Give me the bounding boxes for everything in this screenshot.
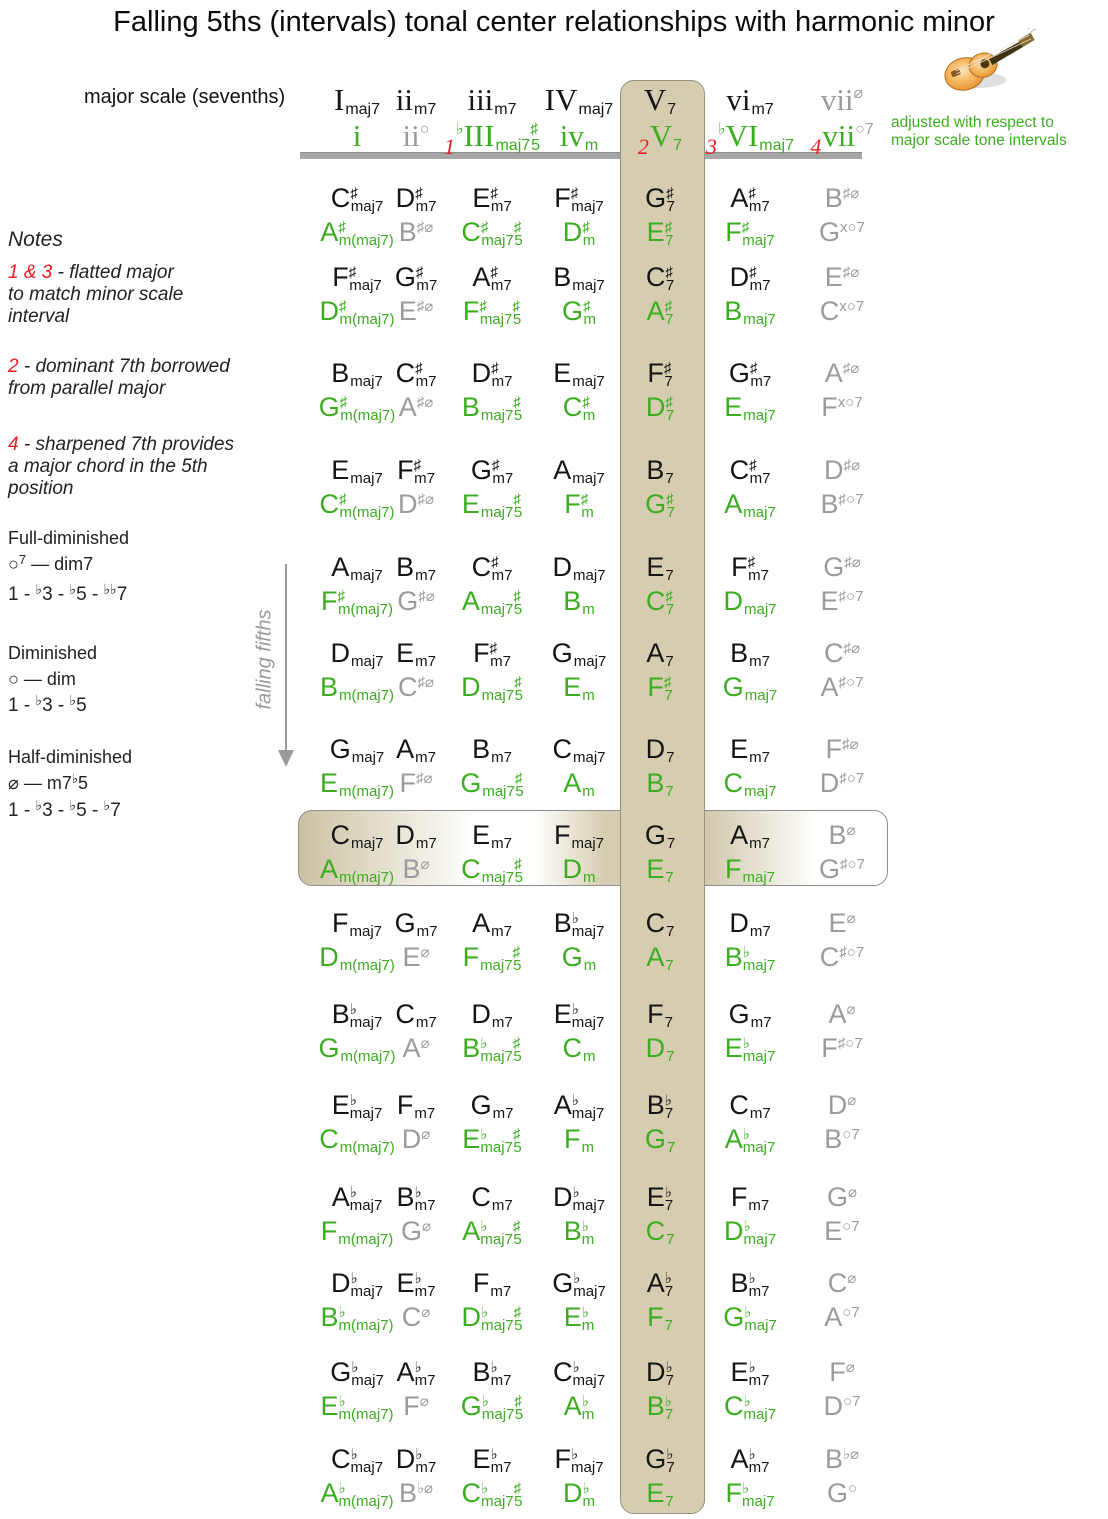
chord-minor-r3-c1: G♯m(maj7)	[318, 392, 396, 424]
chord-minor-r6-c6: Gmaj7	[722, 672, 778, 704]
chord-minor-r3-c5: D♯7	[645, 392, 675, 424]
chord-major-r5-c4: Dmaj7	[552, 552, 606, 584]
chord-major-r14-c2: A♭m7	[396, 1357, 436, 1389]
diminished-formula: 1 - ♭3 - ♭5	[8, 692, 87, 716]
chord-major-r13-c5: A♭7	[646, 1268, 674, 1300]
note-1-cont2: interval	[8, 306, 70, 327]
chart-title: Falling 5ths (intervals) tonal center relationships with harmonic minor	[113, 6, 995, 38]
chord-minor-r9-c1: Dm(maj7)	[319, 942, 395, 974]
chord-minor-r12-c7: E○7	[824, 1216, 860, 1246]
chord-minor-r4-c4: F♯m	[564, 489, 594, 521]
chord-minor-r5-c2: G♯⌀	[397, 586, 435, 616]
chord-major-r10-c6: Gm7	[728, 999, 772, 1031]
chord-minor-r2-c1: D♯m(maj7)	[319, 296, 395, 328]
chord-major-r3-c4: Emaj7	[553, 358, 605, 390]
chord-major-r9-c4: B♭maj7	[553, 908, 605, 940]
chord-major-r11-c5: B♭7	[646, 1090, 674, 1122]
chord-minor-r9-c5: A7	[646, 942, 674, 974]
chord-minor-r13-c5: F7	[647, 1302, 673, 1334]
chord-major-r2-c3: A♯m7	[472, 262, 512, 294]
chord-minor-r9-c6: B♭maj7	[724, 942, 776, 974]
chord-major-r11-c4: A♭maj7	[553, 1090, 605, 1122]
chord-major-r4-c7: D♯⌀	[823, 455, 861, 485]
chord-minor-r8-c2: B⌀	[402, 854, 430, 884]
chord-minor-r11-c1: Cm(maj7)	[319, 1124, 395, 1156]
chord-major-r4-c1: Emaj7	[331, 455, 383, 487]
chord-major-r10-c7: A⌀	[828, 999, 856, 1029]
chord-major-r4-c4: Amaj7	[553, 455, 605, 487]
header-major-degree: iiim7	[467, 82, 517, 118]
chord-minor-r13-c4: E♭m	[563, 1302, 595, 1334]
chord-major-r8-c1: Cmaj7	[330, 820, 384, 852]
chord-major-r12-c1: A♭maj7	[331, 1182, 383, 1214]
chord-major-r15-c6: A♭m7	[730, 1444, 770, 1476]
chord-minor-r14-c6: C♭maj7	[723, 1391, 777, 1423]
chord-minor-r15-c1: A♭m(maj7)	[320, 1478, 394, 1510]
chord-major-r2-c6: D♯m7	[729, 262, 771, 294]
chord-minor-r2-c4: G♯m	[561, 296, 596, 328]
chord-major-r3-c5: F♯7	[647, 358, 673, 390]
chord-major-r1-c1: C♯maj7	[330, 183, 384, 215]
chord-major-r14-c1: G♭maj7	[330, 1357, 384, 1389]
header-major-degree: V7	[643, 82, 677, 118]
chord-minor-r2-c6: Bmaj7	[724, 296, 776, 328]
chord-major-r8-c7: B⌀	[828, 820, 856, 850]
chord-major-r7-c2: Am7	[396, 734, 436, 766]
chord-minor-r6-c1: Bm(maj7)	[319, 672, 394, 704]
note-1-cont1: to match minor scale	[8, 284, 184, 305]
header-minor-degree: 4vii○7	[810, 118, 874, 159]
chord-major-r13-c1: D♭maj7	[330, 1268, 384, 1300]
chord-major-r15-c3: E♭m7	[472, 1444, 512, 1476]
chord-major-r5-c5: E7	[646, 552, 674, 584]
chord-minor-r12-c2: G⌀	[400, 1216, 432, 1246]
chord-major-r9-c2: Gm7	[394, 908, 438, 940]
chord-minor-r4-c2: D♯⌀	[397, 489, 435, 519]
chord-major-r10-c3: Dm7	[471, 999, 513, 1031]
chord-minor-r12-c6: D♭maj7	[723, 1216, 777, 1248]
chord-minor-r3-c7: Fx○7	[821, 392, 863, 422]
chord-minor-r10-c7: F♯○7	[821, 1033, 863, 1063]
chord-major-r2-c1: F♯maj7	[332, 262, 382, 294]
header-minor-degree: 1♭IIImaj7♯5	[443, 118, 541, 159]
header-minor-degree: i	[352, 118, 362, 153]
chord-major-r9-c6: Dm7	[729, 908, 771, 940]
diminished-symbol: ○ — dim	[8, 669, 76, 689]
chord-minor-r15-c5: E7	[646, 1478, 674, 1510]
chord-major-r6-c5: A7	[646, 638, 674, 670]
chord-minor-r1-c2: B♯⌀	[398, 217, 434, 247]
note-2-text: - dominant 7th borrowed	[18, 356, 230, 377]
chord-minor-r15-c4: D♭m	[562, 1478, 596, 1510]
caption-line-2: major scale tone intervals	[891, 132, 1067, 149]
chord-minor-r13-c6: G♭maj7	[723, 1302, 777, 1334]
chord-major-r8-c5: G7	[644, 820, 676, 852]
note-2-number: 2	[8, 356, 19, 377]
chord-minor-r14-c1: E♭m(maj7)	[320, 1391, 394, 1423]
chord-minor-r9-c7: C♯○7	[819, 942, 865, 972]
chord-major-r8-c6: Am7	[730, 820, 770, 852]
header-minor-degree: ii○	[402, 118, 430, 153]
header-major-degree: vii⌀	[820, 82, 864, 117]
chord-minor-r7-c5: B7	[646, 768, 674, 800]
chord-major-r8-c3: Em7	[472, 820, 512, 852]
header-minor-degree: 2V7	[637, 118, 683, 159]
note-3-text: - sharpened 7th provides	[18, 434, 235, 455]
chord-minor-r3-c2: A♯⌀	[398, 392, 434, 422]
chord-minor-r14-c3: G♭maj7♯5	[460, 1391, 524, 1423]
chord-minor-r13-c7: A○7	[824, 1302, 860, 1332]
chord-minor-r14-c4: A♭m	[563, 1391, 595, 1423]
chord-minor-r5-c6: Dmaj7	[723, 586, 777, 618]
chord-major-r14-c4: C♭maj7	[552, 1357, 606, 1389]
notes-heading: Notes	[8, 228, 63, 251]
chord-major-r4-c2: F♯m7	[397, 455, 435, 487]
chord-minor-r10-c5: D7	[645, 1033, 675, 1065]
chord-minor-r6-c7: A♯○7	[820, 672, 864, 702]
chord-major-r5-c7: G♯⌀	[823, 552, 861, 582]
chord-minor-r5-c7: E♯○7	[820, 586, 864, 616]
chord-major-r13-c4: G♭maj7	[552, 1268, 606, 1300]
chord-major-r6-c1: Dmaj7	[330, 638, 384, 670]
chord-major-r14-c3: B♭m7	[472, 1357, 512, 1389]
chord-minor-r15-c3: C♭maj7♯5	[461, 1478, 523, 1510]
chord-major-r11-c7: D⌀	[827, 1090, 857, 1120]
chord-major-r11-c2: Fm7	[396, 1090, 436, 1122]
chord-minor-r14-c7: D○7	[823, 1391, 861, 1421]
chord-major-r5-c6: F♯m7	[731, 552, 769, 584]
chord-minor-r2-c3: F♯maj7♯5	[462, 296, 522, 328]
chord-major-r7-c7: F♯⌀	[825, 734, 859, 764]
chord-minor-r5-c4: Bm	[563, 586, 595, 618]
chord-minor-r1-c5: E♯7	[646, 217, 674, 249]
full-diminished-formula: 1 - ♭3 - ♭5 - ♭♭7	[8, 581, 128, 605]
chord-minor-r14-c5: B♭7	[646, 1391, 674, 1423]
note-3-cont2: position	[8, 478, 74, 499]
chord-major-r15-c5: G♭7	[645, 1444, 675, 1476]
chord-minor-r7-c1: Em(maj7)	[319, 768, 394, 800]
chord-major-r11-c6: Cm7	[729, 1090, 771, 1122]
chord-major-r7-c4: Cmaj7	[552, 734, 606, 766]
chord-major-r6-c4: Gmaj7	[551, 638, 607, 670]
chord-major-r9-c5: C7	[645, 908, 675, 940]
chord-major-r13-c6: B♭m7	[730, 1268, 770, 1300]
chord-minor-r1-c7: Gx○7	[819, 217, 865, 247]
diminished-title: Diminished	[8, 643, 98, 663]
chord-major-r11-c1: E♭maj7	[331, 1090, 383, 1122]
chord-major-r15-c2: D♭m7	[395, 1444, 437, 1476]
header-major-degree: Imaj7	[333, 82, 380, 118]
chord-major-r6-c2: Em7	[396, 638, 436, 670]
chord-minor-r5-c3: Amaj7♯5	[461, 586, 523, 618]
chord-minor-r2-c7: Cx○7	[819, 296, 865, 326]
chord-major-r12-c7: G⌀	[826, 1182, 858, 1212]
chord-major-r1-c6: A♯m7	[730, 183, 770, 215]
chord-major-r4-c5: B7	[646, 455, 674, 487]
chord-major-r3-c3: D♯m7	[471, 358, 513, 390]
chord-minor-r15-c7: G○	[826, 1478, 858, 1508]
chord-minor-r12-c1: Fm(maj7)	[320, 1216, 394, 1248]
chord-minor-r15-c2: B♭⌀	[398, 1478, 434, 1508]
header-minor-degree: ivm	[559, 118, 599, 154]
chord-major-r8-c4: Fmaj7	[553, 820, 604, 852]
chord-major-r13-c3: Fm7	[472, 1268, 512, 1300]
chord-major-r5-c3: C♯m7	[471, 552, 513, 584]
chord-major-r12-c5: E♭7	[646, 1182, 674, 1214]
header-major-degree: IVmaj7	[544, 82, 614, 118]
chord-major-r7-c3: Bm7	[472, 734, 512, 766]
chord-major-r6-c6: Bm7	[730, 638, 770, 670]
chord-major-r9-c3: Am7	[472, 908, 512, 940]
chord-major-r6-c7: C♯⌀	[823, 638, 861, 668]
chord-major-r1-c2: D♯m7	[395, 183, 437, 215]
chord-minor-r6-c5: F♯7	[647, 672, 673, 704]
chord-minor-r10-c2: A⌀	[402, 1033, 430, 1063]
chord-major-r2-c7: E♯⌀	[824, 262, 860, 292]
chord-minor-r1-c4: D♯m	[562, 217, 596, 249]
chord-major-r1-c4: F♯maj7	[554, 183, 604, 215]
chord-minor-r11-c2: D⌀	[401, 1124, 431, 1154]
chord-minor-r13-c2: C⌀	[401, 1302, 431, 1332]
chord-minor-r13-c3: D♭maj7♯5	[461, 1302, 523, 1334]
half-diminished-title: Half-diminished	[8, 747, 133, 767]
chord-major-r3-c2: C♯m7	[395, 358, 437, 390]
header-minor-degree: 3♭VImaj7	[706, 118, 794, 159]
note-2-cont1: from parallel major	[8, 378, 166, 399]
chord-minor-r3-c6: Emaj7	[724, 392, 776, 424]
chord-minor-r12-c5: C7	[645, 1216, 675, 1248]
full-diminished-symbol: ○$^7$ — dim7	[8, 552, 94, 574]
chord-major-r7-c6: Em7	[730, 734, 770, 766]
chord-minor-r3-c3: Bmaj7♯5	[461, 392, 523, 424]
chord-major-r14-c7: F⌀	[829, 1357, 855, 1387]
chord-minor-r8-c1: Am(maj7)	[319, 854, 394, 886]
chord-major-r12-c3: Cm7	[471, 1182, 513, 1214]
chord-minor-r4-c3: Emaj7♯5	[461, 489, 523, 521]
chord-minor-r14-c2: F⌀	[403, 1391, 429, 1421]
chord-major-r4-c3: G♯m7	[470, 455, 514, 487]
chord-major-r14-c6: E♭m7	[730, 1357, 770, 1389]
chord-minor-r10-c1: Gm(maj7)	[318, 1033, 396, 1065]
chord-major-r3-c1: Bmaj7	[331, 358, 383, 390]
chord-minor-r15-c6: F♭maj7	[725, 1478, 775, 1510]
chord-minor-r8-c7: G♯○7	[819, 854, 865, 884]
chord-major-r10-c1: B♭maj7	[331, 999, 383, 1031]
chord-major-r5-c2: Bm7	[396, 552, 436, 584]
chord-major-r15-c1: C♭maj7	[330, 1444, 384, 1476]
chord-major-r3-c7: A♯⌀	[824, 358, 860, 388]
full-diminished-title: Full-diminished	[8, 528, 130, 548]
chord-major-r7-c1: Gmaj7	[329, 734, 385, 766]
half-diminished-symbol: ⌀ — m7♭5	[8, 771, 89, 793]
falling-fifths-label: falling fifths	[253, 609, 276, 710]
chord-major-r8-c2: Dm7	[395, 820, 437, 852]
chord-minor-r5-c1: F♯m(maj7)	[321, 586, 393, 618]
chord-major-r12-c4: D♭maj7	[552, 1182, 606, 1214]
chord-major-r12-c2: B♭m7	[396, 1182, 436, 1214]
chord-major-r1-c3: E♯m7	[472, 183, 512, 215]
note-3-cont1: a major chord in the 5th	[8, 456, 208, 477]
chord-major-r7-c5: D7	[645, 734, 675, 766]
chord-minor-r11-c4: Fm	[564, 1124, 594, 1156]
chord-major-r5-c1: Amaj7	[331, 552, 383, 584]
note-1-text: - flatted major	[52, 262, 174, 283]
chord-major-r13-c7: C⌀	[827, 1268, 857, 1298]
chord-major-r12-c6: Fm7	[730, 1182, 770, 1214]
chord-major-r2-c4: Bmaj7	[553, 262, 605, 294]
chord-minor-r2-c2: E♯⌀	[398, 296, 434, 326]
chord-minor-r7-c6: Cmaj7	[723, 768, 777, 800]
header-major-degree: iim7	[395, 82, 437, 118]
chord-minor-r7-c4: Am	[563, 768, 595, 800]
chord-minor-r7-c2: F♯⌀	[399, 768, 433, 798]
chord-minor-r8-c5: E7	[646, 854, 674, 886]
note-1-number: 1 & 3	[8, 262, 53, 283]
chord-minor-r6-c3: Dmaj7♯5	[461, 672, 523, 704]
chord-minor-r7-c3: Gmaj7♯5	[460, 768, 524, 800]
chord-minor-r1-c1: A♯m(maj7)	[320, 217, 394, 249]
chord-minor-r7-c7: D♯○7	[819, 768, 865, 798]
chord-major-r9-c7: E⌀	[828, 908, 856, 938]
chord-major-r14-c5: D♭7	[646, 1357, 674, 1389]
chord-major-r9-c1: Fmaj7	[331, 908, 382, 940]
chord-minor-r4-c6: Amaj7	[724, 489, 776, 521]
chord-minor-r13-c1: B♭m(maj7)	[320, 1302, 394, 1334]
chord-major-r10-c2: Cm7	[395, 999, 437, 1031]
chord-minor-r12-c3: A♭maj7♯5	[462, 1216, 522, 1248]
chord-minor-r1-c6: F♯maj7	[725, 217, 775, 249]
chord-minor-r4-c7: B♯○7	[820, 489, 864, 519]
chord-minor-r10-c4: Cm	[562, 1033, 596, 1065]
chord-major-r3-c6: G♯m7	[728, 358, 772, 390]
chord-minor-r6-c4: Em	[563, 672, 595, 704]
chord-minor-r11-c5: G7	[644, 1124, 676, 1156]
chord-minor-r11-c6: A♭maj7	[724, 1124, 776, 1156]
chord-minor-r12-c4: B♭m	[563, 1216, 595, 1248]
chord-minor-r2-c5: A♯7	[646, 296, 674, 328]
chord-minor-r4-c5: G♯7	[645, 489, 675, 521]
chord-major-r2-c5: C♯7	[645, 262, 675, 294]
chord-minor-r4-c1: C♯m(maj7)	[319, 489, 395, 521]
chord-minor-r11-c7: B○7	[824, 1124, 860, 1154]
chord-major-r6-c3: F♯m7	[473, 638, 511, 670]
chord-major-r2-c2: G♯m7	[394, 262, 438, 294]
chord-major-r11-c3: Gm7	[470, 1090, 514, 1122]
header-major-degree: vim7	[726, 82, 774, 118]
chord-major-r10-c4: E♭maj7	[553, 999, 605, 1031]
chord-major-r1-c7: B♯⌀	[824, 183, 860, 213]
chord-major-r13-c2: E♭m7	[396, 1268, 436, 1300]
chord-minor-r8-c3: Cmaj7♯5	[461, 854, 523, 886]
chord-major-r4-c6: C♯m7	[729, 455, 771, 487]
chord-minor-r9-c4: Gm	[561, 942, 597, 974]
half-diminished-formula: 1 - ♭3 - ♭5 - ♭7	[8, 797, 121, 821]
chord-minor-r8-c6: Fmaj7	[724, 854, 775, 886]
chord-minor-r10-c3: B♭maj7♯5	[462, 1033, 522, 1065]
chord-major-r15-c7: B♭⌀	[824, 1444, 860, 1474]
caption-line-1: adjusted with respect to	[891, 114, 1054, 131]
chord-minor-r1-c3: C♯maj7♯5	[461, 217, 523, 249]
chord-major-r1-c5: G♯7	[645, 183, 675, 215]
major-scale-label: major scale (sevenths)	[84, 86, 286, 108]
chord-minor-r9-c3: Fmaj7♯5	[462, 942, 522, 974]
chord-minor-r9-c2: E⌀	[402, 942, 430, 972]
chord-minor-r10-c6: E♭maj7	[724, 1033, 776, 1065]
note-3-number: 4	[8, 434, 19, 455]
chord-minor-r5-c5: C♯7	[645, 586, 675, 618]
chord-major-r15-c4: F♭maj7	[554, 1444, 604, 1476]
chord-major-r10-c5: F7	[647, 999, 673, 1031]
chord-minor-r11-c3: E♭maj7♯5	[462, 1124, 522, 1156]
chord-minor-r8-c4: Dm	[562, 854, 596, 886]
chord-minor-r3-c4: C♯m	[562, 392, 596, 424]
chord-minor-r6-c2: C♯⌀	[397, 672, 435, 702]
